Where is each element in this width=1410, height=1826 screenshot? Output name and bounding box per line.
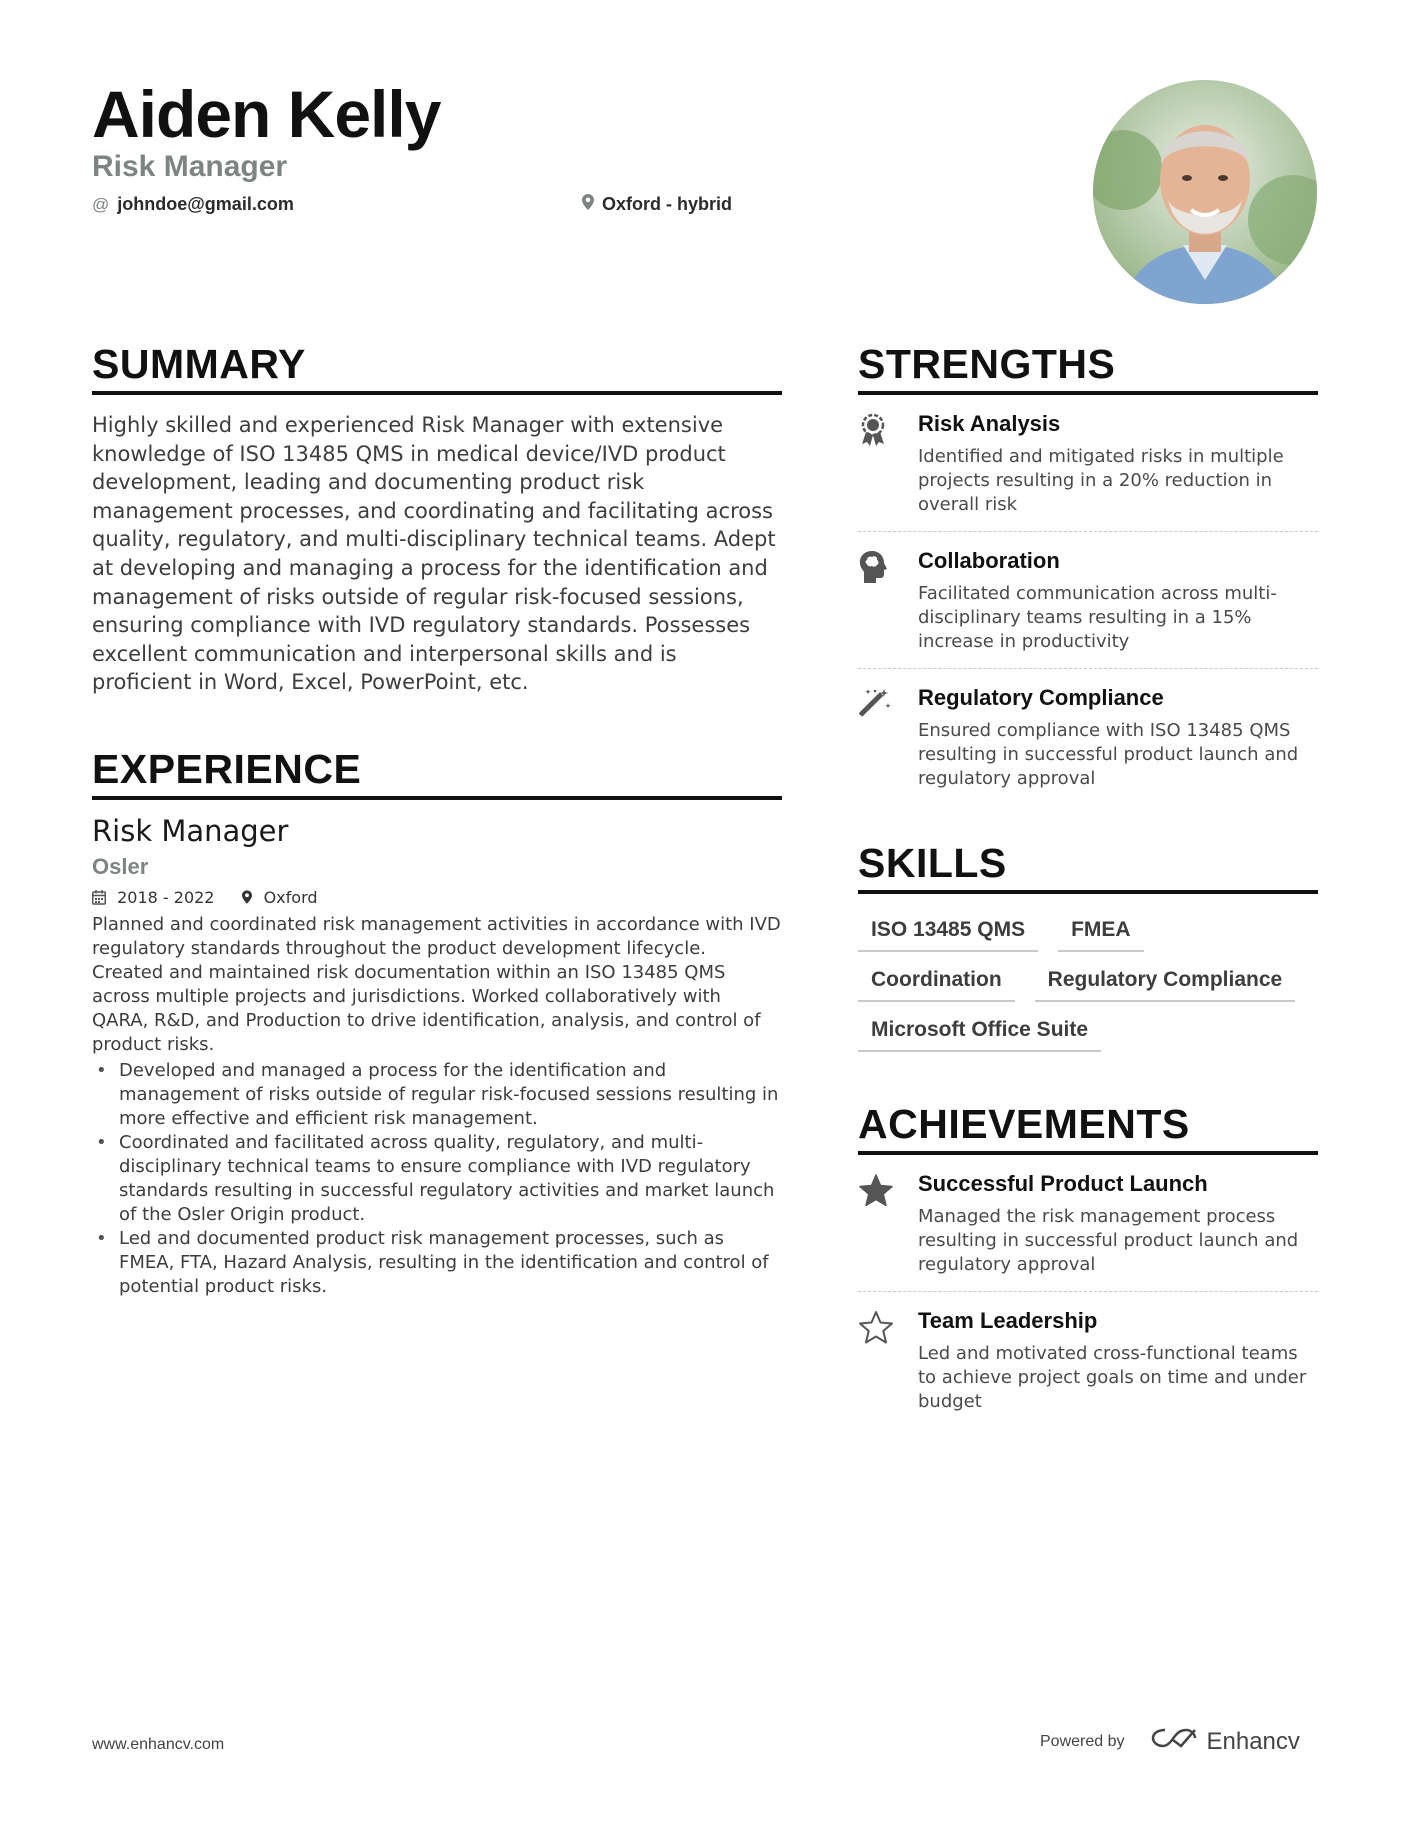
experience-heading: EXPERIENCE xyxy=(92,747,782,800)
achievement-item xyxy=(858,1155,1318,1292)
job-meta xyxy=(92,888,782,907)
achievement-description: Managed the risk management process resulting in successful product launch and regulatory approval xyxy=(918,1206,1299,1276)
location-text: Oxford - hybrid xyxy=(602,194,732,214)
profile-photo xyxy=(1093,80,1317,304)
job-bullet: • Led and documented product risk management processes, such as FMEA, FTA, Hazard Analysis, resulting in the identification and control of potential product risks. xyxy=(92,1227,782,1299)
candidate-name: Aiden Kelly xyxy=(92,77,441,151)
strength-description: Identified and mitigated risks in multiple projects resulting in a 20% reduction in overall risk xyxy=(918,446,1284,516)
at-icon: @ xyxy=(92,194,110,214)
skill-tag: Coordination xyxy=(858,968,1015,1002)
skill-tag: Regulatory Compliance xyxy=(1035,968,1296,1002)
achievement-title: Team Leadership xyxy=(918,1308,1098,1334)
achievement-title: Successful Product Launch xyxy=(918,1171,1208,1197)
achievements-section xyxy=(858,1102,1318,1428)
skill-tag: ISO 13485 QMS xyxy=(858,918,1038,952)
job-dates xyxy=(92,888,214,907)
strength-title: Collaboration xyxy=(918,548,1060,574)
strength-item xyxy=(858,395,1318,532)
enhancv-logo[interactable] xyxy=(1151,1726,1300,1757)
summary-text: Highly skilled and experienced Risk Manager with extensive knowledge of ISO 13485 QMS in medical device/IVD product development, leading and documenting product risk management processes, and coordinating and facilitating across quality, regulatory, and multi-disciplinary technical teams. Adept at developing and managing a process for the identification and management of risks outside of regular risk-focused sessions, ensuring compliance with IVD regulatory standards. Possesses excellent communication and interpersonal skills and is proficient in Word, Excel, PowerPoint, etc. xyxy=(92,413,776,695)
strength-title: Risk Analysis xyxy=(918,411,1061,437)
job-dates-text: 2018 - 2022 xyxy=(117,888,215,908)
head-brain-icon xyxy=(858,548,918,654)
strength-title: Regulatory Compliance xyxy=(918,685,1164,711)
job-bullet: • Coordinated and facilitated across quality, regulatory, and multi-disciplinary technical teams to ensure compliance with IVD regulatory standards resulting in successful regulatory activities and market launch of the Osler Origin product. xyxy=(92,1131,782,1227)
job-bullets xyxy=(92,1059,782,1299)
skills-heading: SKILLS xyxy=(858,841,1318,894)
map-pin-icon xyxy=(242,888,257,907)
award-ribbon-icon xyxy=(858,411,918,517)
star-filled-icon xyxy=(858,1171,918,1277)
strengths-section xyxy=(858,342,1318,805)
calendar-icon xyxy=(92,888,111,907)
enhancv-logo-icon xyxy=(1151,1726,1197,1757)
experience-section xyxy=(92,747,782,1299)
achievements-heading: ACHIEVEMENTS xyxy=(858,1102,1318,1155)
left-column xyxy=(92,342,782,1299)
star-outline-icon xyxy=(858,1308,918,1414)
summary-heading: SUMMARY xyxy=(92,342,782,395)
job-title: Risk Manager xyxy=(92,814,289,849)
strength-description: Ensured compliance with ISO 13485 QMS resulting in successful product launch and regulatory approval xyxy=(918,720,1299,790)
job-location xyxy=(242,888,317,907)
skills-section xyxy=(858,841,1318,1052)
strength-item xyxy=(858,669,1318,805)
candidate-title: Risk Manager xyxy=(92,150,288,183)
strengths-heading: STRENGTHS xyxy=(858,342,1318,395)
skill-tag: Microsoft Office Suite xyxy=(858,1018,1101,1052)
skill-tag: FMEA xyxy=(1058,918,1144,952)
footer-branding xyxy=(1040,1726,1300,1757)
strength-description: Facilitated communication across multi-disciplinary teams resulting in a 15% increase in productivity xyxy=(918,583,1277,653)
achievement-item xyxy=(858,1292,1318,1428)
job-bullet: • Developed and managed a process for the identification and management of risks outside of regular risk-focused sessions resulting in more effective and efficient risk management. xyxy=(92,1059,782,1131)
strength-item xyxy=(858,532,1318,669)
contact-location xyxy=(582,194,732,215)
job-entry xyxy=(92,814,782,1299)
summary-section xyxy=(92,342,782,697)
footer-website[interactable]: www.enhancv.com xyxy=(92,1736,225,1753)
magic-wand-icon xyxy=(858,685,918,791)
job-description: Planned and coordinated risk management activities in accordance with IVD regulatory standards throughout the product development lifecycle. Created and maintained risk documentation within an ISO 13485 QMS across multiple projects and jurisdictions. Worked collaboratively with QARA, R&D, and Production to drive identification, analysis, and control of product risks. xyxy=(92,914,781,1056)
powered-by-text: Powered by xyxy=(1040,1732,1125,1750)
achievement-description: Led and motivated cross-functional teams to achieve project goals on time and under budget xyxy=(918,1343,1307,1413)
right-column xyxy=(858,342,1318,1428)
job-company: Osler xyxy=(92,854,149,880)
enhancv-logo-text: Enhancv xyxy=(1206,1727,1300,1755)
email-text: johndoe@gmail.com xyxy=(117,194,294,214)
skills-list xyxy=(858,918,1318,1052)
job-location-text: Oxford xyxy=(263,888,318,908)
contact-email[interactable] xyxy=(92,194,294,215)
map-pin-icon xyxy=(582,194,594,215)
